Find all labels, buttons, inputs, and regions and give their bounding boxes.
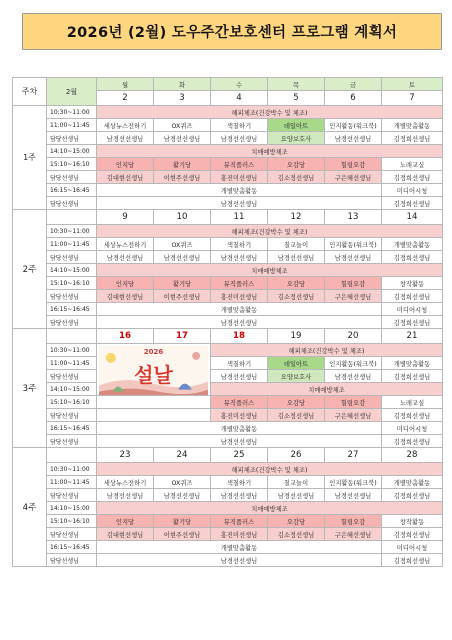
- time-cell: 15:10~16:10: [47, 277, 97, 290]
- staff-cell: 요양보호사: [268, 370, 325, 383]
- day-header-fri: 금: [325, 78, 382, 91]
- time-cell: 11:00~11:45: [47, 357, 97, 370]
- time-cell: 담당선생님: [47, 370, 97, 383]
- week-column-header: 주차: [13, 78, 47, 106]
- activity-cell: 뮤직플러스: [211, 396, 268, 409]
- staff-cell: 남경선선생님: [268, 251, 325, 264]
- date-cell: 25: [211, 448, 268, 463]
- date-cell: 17: [154, 329, 211, 344]
- staff-cell: 남경선선생님: [97, 132, 154, 145]
- week-label: 4주: [13, 448, 47, 567]
- staff-cell: 남경선선생님: [97, 251, 154, 264]
- activity-cell: OX퀴즈: [154, 119, 211, 132]
- time-cell: 10:30~11:00: [47, 344, 97, 357]
- month-header: 2월: [47, 78, 97, 106]
- staff-cell: 남경선선생님: [97, 316, 382, 329]
- activity-cell: 색칠하기: [211, 238, 268, 251]
- blank-cell: [97, 409, 211, 422]
- staff-cell: 구은혜선생님: [325, 171, 382, 184]
- program-plan-page: [12, 0, 442, 640]
- time-cell: 14:10~15:00: [47, 145, 97, 158]
- staff-cell: 남경선선생님: [154, 132, 211, 145]
- activity-cell: 활기당: [154, 277, 211, 290]
- staff-cell: 김정희선생님: [382, 251, 443, 264]
- staff-cell: 김정희선생님: [382, 528, 443, 541]
- time-cell: 담당선생님: [47, 316, 97, 329]
- date-cell: 28: [382, 448, 443, 463]
- activity-cell: 색칠하기: [211, 476, 268, 489]
- day-header-wed: 수: [211, 78, 268, 91]
- week-label: 3주: [13, 329, 47, 448]
- date-cell: 9: [97, 210, 154, 225]
- time-cell: 14:10~15:00: [47, 264, 97, 277]
- date-cell: 26: [268, 448, 325, 463]
- time-cell: 담당선생님: [47, 435, 97, 448]
- staff-cell: 남경선선생님: [325, 489, 382, 502]
- health-exercise: 해피체조(건강박수 및 체조): [211, 344, 443, 357]
- staff-cell: 남경선선생님: [211, 489, 268, 502]
- date-cell: 7: [382, 91, 443, 106]
- activity-cell: 개별맞춤활동: [382, 238, 443, 251]
- seollal-holiday-image: [97, 344, 211, 396]
- staff-cell: 남경선선생님: [325, 251, 382, 264]
- staff-cell: 남경선선생님: [97, 554, 382, 567]
- staff-cell: 남경선선생님: [268, 489, 325, 502]
- date-cell: 3: [154, 91, 211, 106]
- activity-cell: 미디어시청: [382, 184, 443, 197]
- staff-cell: 구은혜선생님: [325, 409, 382, 422]
- staff-cell: 홍진미선생님: [211, 528, 268, 541]
- blank-cell: [47, 329, 97, 344]
- date-cell: 4: [211, 91, 268, 106]
- activity-cell: 미디어시청: [382, 422, 443, 435]
- individual-activity: 개별맞춤활동: [97, 303, 382, 316]
- time-cell: 16:15~16:45: [47, 184, 97, 197]
- date-cell: 19: [268, 329, 325, 344]
- staff-cell: 김소정선생님: [268, 409, 325, 422]
- time-cell: 15:10~16:10: [47, 158, 97, 171]
- individual-activity: 개별맞춤활동: [97, 422, 382, 435]
- activity-cell: 데일아트: [268, 357, 325, 370]
- dementia-exercise: 치매예방체조: [211, 383, 443, 396]
- blank-cell: [97, 396, 211, 409]
- activity-cell: 힐링오감: [325, 396, 382, 409]
- activity-cell: 활기당: [154, 158, 211, 171]
- staff-cell: 남경선선생님: [97, 197, 382, 210]
- activity-cell: 색칠하기: [211, 357, 268, 370]
- activity-cell: 뮤직플러스: [211, 277, 268, 290]
- time-cell: 11:00~11:45: [47, 238, 97, 251]
- time-cell: 14:10~15:00: [47, 502, 97, 515]
- time-cell: 10:30~11:00: [47, 106, 97, 119]
- activity-cell: 오감당: [268, 515, 325, 528]
- time-cell: 10:30~11:00: [47, 225, 97, 238]
- date-cell: 13: [325, 210, 382, 225]
- staff-cell: 김정희선생님: [382, 171, 443, 184]
- time-cell: 11:00~11:45: [47, 119, 97, 132]
- time-cell: 15:10~16:10: [47, 515, 97, 528]
- time-cell: 15:10~16:10: [47, 396, 97, 409]
- activity-cell: 개별맞춤활동: [382, 119, 443, 132]
- date-cell: 6: [325, 91, 382, 106]
- page-title: 2026년 (2월) 도우주간보호센터 프로그램 계획서: [22, 13, 442, 50]
- activity-cell: 뮤직플러스: [211, 515, 268, 528]
- staff-cell: 김정희선생님: [382, 370, 443, 383]
- activity-cell: 힐링오감: [325, 515, 382, 528]
- blank-cell: [47, 448, 97, 463]
- activity-cell: 창작활동: [382, 277, 443, 290]
- time-cell: 담당선생님: [47, 171, 97, 184]
- activity-cell: 힐링오감: [325, 158, 382, 171]
- time-cell: 담당선생님: [47, 528, 97, 541]
- day-header-mon: 월: [97, 78, 154, 91]
- staff-cell: 김정희선생님: [382, 409, 443, 422]
- staff-cell: 남경선선생님: [211, 370, 268, 383]
- staff-cell: 남경선선생님: [211, 132, 268, 145]
- health-exercise: 해피체조(건강박수 및 체조): [97, 225, 443, 238]
- date-cell: 2: [97, 91, 154, 106]
- activity-cell: 세상뉴스전하기: [97, 476, 154, 489]
- date-cell: 27: [325, 448, 382, 463]
- staff-cell: 이현주선생님: [154, 290, 211, 303]
- staff-cell: 김대현선생님: [97, 290, 154, 303]
- date-cell: 18: [211, 329, 268, 344]
- staff-cell: 김정희선생님: [382, 316, 443, 329]
- holiday-year: 2026: [143, 348, 164, 356]
- activity-cell: 인지당: [97, 158, 154, 171]
- activity-cell: 오감당: [268, 158, 325, 171]
- activity-cell: OX퀴즈: [154, 476, 211, 489]
- date-cell: 12: [268, 210, 325, 225]
- activity-cell: 미디어시청: [382, 303, 443, 316]
- staff-cell: 김정희선생님: [382, 197, 443, 210]
- staff-cell: 이현주선생님: [154, 171, 211, 184]
- activity-cell: 뮤직플러스: [211, 158, 268, 171]
- time-cell: 10:30~11:00: [47, 463, 97, 476]
- time-cell: 11:00~11:45: [47, 476, 97, 489]
- staff-cell: 김정희선생님: [382, 132, 443, 145]
- staff-cell: 김정희선생님: [382, 554, 443, 567]
- holiday-title: 설날: [134, 363, 173, 387]
- activity-cell: 힐링오감: [325, 277, 382, 290]
- date-cell: 21: [382, 329, 443, 344]
- staff-cell: 김정희선생님: [382, 489, 443, 502]
- staff-cell: 이현주선생님: [154, 528, 211, 541]
- activity-cell: 오감당: [268, 277, 325, 290]
- week-label: 2주: [13, 210, 47, 329]
- activity-cell: 인지활동(워크북): [325, 119, 382, 132]
- staff-cell: 남경선선생님: [154, 489, 211, 502]
- activity-cell: 칠교놀이: [268, 476, 325, 489]
- date-cell: 14: [382, 210, 443, 225]
- time-cell: 16:15~16:45: [47, 422, 97, 435]
- activity-cell: 활기당: [154, 515, 211, 528]
- activity-cell: 인지활동(워크북): [325, 476, 382, 489]
- date-cell: 5: [268, 91, 325, 106]
- date-cell: 10: [154, 210, 211, 225]
- time-cell: 담당선생님: [47, 132, 97, 145]
- time-cell: 담당선생님: [47, 409, 97, 422]
- individual-activity: 개별맞춤활동: [97, 184, 382, 197]
- staff-cell: 홍진미선생님: [211, 171, 268, 184]
- activity-cell: 세상뉴스전하기: [97, 119, 154, 132]
- staff-cell: 요양보호사: [268, 132, 325, 145]
- health-exercise: 해피체조(건강박수 및 체조): [97, 463, 443, 476]
- staff-cell: 김정희선생님: [382, 435, 443, 448]
- schedule-table: [12, 77, 443, 567]
- staff-cell: 김소정선생님: [268, 290, 325, 303]
- activity-cell: 창작활동: [382, 515, 443, 528]
- staff-cell: 남경선선생님: [97, 489, 154, 502]
- blank-cell: [47, 210, 97, 225]
- activity-cell: 개별맞춤활동: [382, 476, 443, 489]
- time-cell: 14:10~15:00: [47, 383, 97, 396]
- activity-cell: 칠교놀이: [268, 238, 325, 251]
- staff-cell: 구은혜선생님: [325, 290, 382, 303]
- time-cell: 16:15~16:45: [47, 541, 97, 554]
- activity-cell: 인지당: [97, 515, 154, 528]
- activity-cell: 인지당: [97, 277, 154, 290]
- time-cell: 담당선생님: [47, 489, 97, 502]
- time-cell: 16:15~16:45: [47, 303, 97, 316]
- staff-cell: 남경선선생님: [325, 370, 382, 383]
- activity-cell: 데일아트: [268, 119, 325, 132]
- dementia-exercise: 치매예방체조: [97, 145, 443, 158]
- date-cell: 24: [154, 448, 211, 463]
- staff-cell: 홍진미선생님: [211, 290, 268, 303]
- dementia-exercise: 치매예방체조: [97, 264, 443, 277]
- staff-cell: 남경선선생님: [325, 132, 382, 145]
- time-cell: 담당선생님: [47, 554, 97, 567]
- staff-cell: 김대현선생님: [97, 171, 154, 184]
- dementia-exercise: 치매예방체조: [97, 502, 443, 515]
- health-exercise: 해피체조(건강박수 및 체조): [97, 106, 443, 119]
- activity-cell: OX퀴즈: [154, 238, 211, 251]
- staff-cell: 홍진미선생님: [211, 409, 268, 422]
- staff-cell: 남경선선생님: [97, 435, 382, 448]
- staff-cell: 김정희선생님: [382, 290, 443, 303]
- staff-cell: 남경선선생님: [154, 251, 211, 264]
- time-cell: 담당선생님: [47, 251, 97, 264]
- time-cell: 담당선생님: [47, 290, 97, 303]
- day-header-sat: 토: [382, 78, 443, 91]
- staff-cell: 남경선선생님: [211, 251, 268, 264]
- activity-cell: 노래교실: [382, 396, 443, 409]
- staff-cell: 김소정선생님: [268, 528, 325, 541]
- staff-cell: 구은혜선생님: [325, 528, 382, 541]
- week-label: 1주: [13, 106, 47, 210]
- activity-cell: 세상뉴스전하기: [97, 238, 154, 251]
- activity-cell: 오감당: [268, 396, 325, 409]
- activity-cell: 노래교실: [382, 158, 443, 171]
- activity-cell: 미디어시청: [382, 541, 443, 554]
- staff-cell: 김소정선생님: [268, 171, 325, 184]
- date-cell: 11: [211, 210, 268, 225]
- individual-activity: 개별맞춤활동: [97, 541, 382, 554]
- activity-cell: 색칠하기: [211, 119, 268, 132]
- staff-cell: 김대현선생님: [97, 528, 154, 541]
- date-cell: 23: [97, 448, 154, 463]
- activity-cell: 개별맞춤활동: [382, 357, 443, 370]
- day-header-thu: 목: [268, 78, 325, 91]
- day-header-tue: 화: [154, 78, 211, 91]
- date-cell: 20: [325, 329, 382, 344]
- time-cell: 담당선생님: [47, 197, 97, 210]
- activity-cell: 인지활동(워크북): [325, 357, 382, 370]
- activity-cell: 인지활동(워크북): [325, 238, 382, 251]
- date-cell: 16: [97, 329, 154, 344]
